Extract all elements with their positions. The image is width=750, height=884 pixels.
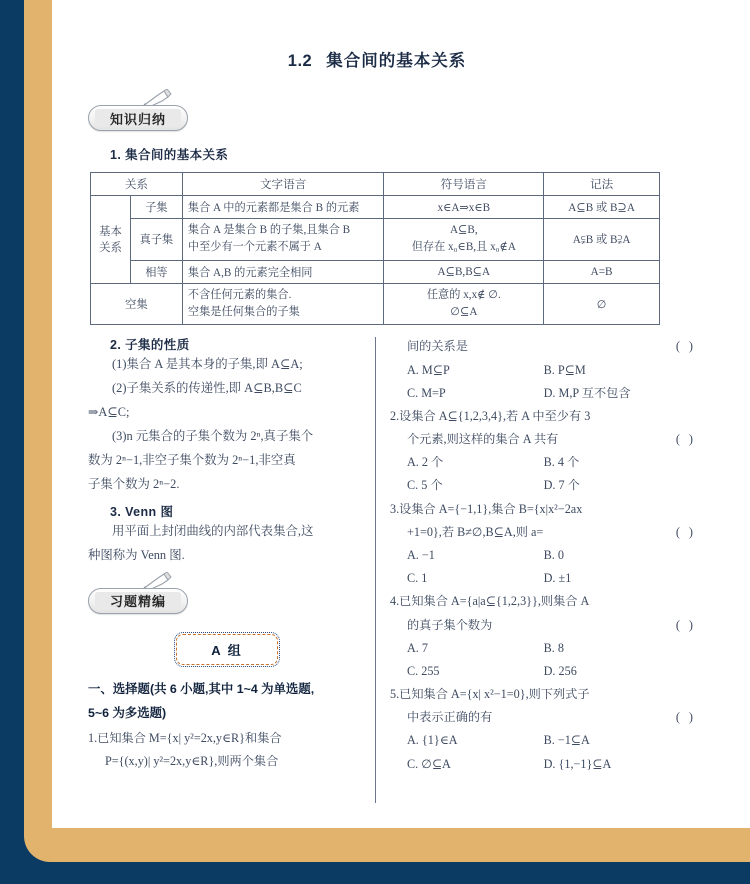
right-column bbox=[390, 335, 702, 775]
table-cell-notation-subset: A⊆B 或 B⊇A bbox=[544, 196, 660, 219]
group-a-box bbox=[176, 634, 278, 665]
table-row bbox=[91, 283, 660, 325]
question-3-number-stem bbox=[390, 498, 702, 521]
line-1: A⊆B, bbox=[449, 224, 478, 236]
property-item-3-line-1: (3)n 元集合的子集个数为 2ⁿ,真子集个 bbox=[112, 428, 314, 443]
question-2-option-b[interactable]: B. 4 个 bbox=[543, 455, 580, 470]
table-cell-name-equal: 相等 bbox=[130, 260, 182, 283]
property-item-1: (1)集合 A 是其本身的子集,即 A⊆A; bbox=[112, 357, 303, 372]
group-a-label: A 组 bbox=[211, 642, 243, 658]
question-3-option-a[interactable]: A. −1 bbox=[407, 547, 435, 562]
table-group-label bbox=[91, 196, 131, 284]
table-header-row bbox=[91, 173, 660, 196]
question-3-stem-line-2-text: +1=0},若 B≠∅,B⊆A,则 a= bbox=[407, 524, 544, 539]
property-item-2-line-1: (2)子集关系的传递性,即 A⊆B,B⊆C bbox=[112, 381, 302, 396]
table-row bbox=[91, 196, 660, 219]
question-1-options-row-1 bbox=[390, 359, 702, 382]
knowledge-badge bbox=[88, 105, 188, 131]
question-3-option-c[interactable]: C. 1 bbox=[407, 571, 428, 586]
question-1-option-d[interactable]: D. M,P 互不包含 bbox=[543, 385, 631, 400]
question-2-number-stem bbox=[390, 405, 702, 428]
question-1-number: 1. bbox=[88, 731, 98, 746]
question-2-stem-line-2 bbox=[390, 428, 702, 451]
question-3-option-b[interactable]: B. 0 bbox=[543, 547, 564, 562]
table-cell-text-equal: 集合 A,B 的元素完全相同 bbox=[182, 260, 384, 283]
question-2-stem-line-2-text: 个元素,则这样的集合 A 共有 bbox=[407, 432, 559, 447]
question-5-number-stem bbox=[390, 683, 702, 706]
exercise-badge bbox=[88, 588, 188, 614]
question-2-options-row-1 bbox=[390, 451, 702, 474]
venn-description-line-2: 种图称为 Venn 图. bbox=[88, 548, 185, 563]
question-1-option-c[interactable]: C. M=P bbox=[407, 385, 446, 400]
table-cell-notation-proper-subset: A⫋B 或 B⫌A bbox=[544, 219, 660, 261]
question-3-stem-line-2 bbox=[390, 521, 702, 544]
question-1-stem-line-3 bbox=[390, 335, 702, 358]
question-5-stem-line-2-text: 中表示正确的有 bbox=[407, 710, 493, 725]
question-2 bbox=[390, 405, 702, 451]
question-5-option-a[interactable]: A. {1}∈A bbox=[407, 733, 458, 748]
question-4 bbox=[390, 590, 702, 636]
question-1-options-row-2 bbox=[390, 382, 702, 405]
page-title-text: 集合间的基本关系 bbox=[326, 52, 467, 70]
question-1-answer-paren: ( ) bbox=[675, 339, 696, 354]
table-cell-symbol-equal: A⊆B,B⊆A bbox=[384, 260, 544, 283]
question-5-option-b[interactable]: B. −1⊆A bbox=[543, 733, 590, 748]
question-2-answer-paren: ( ) bbox=[675, 432, 696, 447]
table-header-symbol-language: 符号语言 bbox=[384, 173, 544, 196]
table-cell-text-subset: 集合 A 中的元素都是集合 B 的元素 bbox=[182, 196, 384, 219]
exercise-badge-label: 习题精编 bbox=[95, 592, 181, 610]
question-3-stem-line-1: 设集合 A={−1,1},集合 B={x|x²−2ax bbox=[399, 501, 583, 516]
question-5-option-d[interactable]: D. {1,−1}⊆A bbox=[543, 756, 612, 771]
table-cell-name-proper-subset: 真子集 bbox=[130, 219, 182, 261]
table-row bbox=[91, 219, 660, 261]
question-4-number-stem bbox=[390, 590, 702, 613]
question-5-stem-line-2 bbox=[390, 706, 702, 729]
line-1: 不含任何元素的集合. bbox=[187, 288, 292, 301]
knowledge-badge-label: 知识归纳 bbox=[95, 109, 181, 127]
question-4-option-a[interactable]: A. 7 bbox=[407, 640, 428, 655]
relations-table bbox=[90, 172, 660, 325]
table-cell-notation-equal: A=B bbox=[544, 260, 660, 283]
group-box-wrapper bbox=[88, 634, 406, 665]
question-1-stem-line-1: 已知集合 M={x| y²=2x,y∈R}和集合 bbox=[97, 731, 282, 746]
question-5 bbox=[390, 683, 702, 729]
question-3-options-row-1 bbox=[390, 544, 702, 567]
question-2-options-row-2 bbox=[390, 474, 702, 497]
table-cell-name-empty-set: 空集 bbox=[91, 283, 183, 325]
question-2-option-c[interactable]: C. 5 个 bbox=[407, 478, 443, 493]
table-cell-symbol-empty-set bbox=[384, 283, 544, 325]
table-cell-text-empty-set bbox=[182, 283, 384, 325]
table-row bbox=[91, 260, 660, 283]
table-cell-notation-empty-set: ∅ bbox=[544, 283, 660, 325]
table-cell-symbol-subset: x∈A⇒x∈B bbox=[384, 196, 544, 219]
question-2-option-a[interactable]: A. 2 个 bbox=[407, 455, 444, 470]
question-4-options-row-1 bbox=[390, 637, 702, 660]
line-2: 但存在 x₀∈B,且 x₀∉A bbox=[411, 241, 516, 254]
question-4-option-c[interactable]: C. 255 bbox=[407, 663, 440, 678]
page-title-number: 1.2 bbox=[287, 52, 313, 70]
section-heading-3: 3. Venn 图 bbox=[110, 505, 174, 520]
page-title bbox=[52, 0, 750, 71]
question-3-options-row-2 bbox=[390, 567, 702, 590]
question-4-options-row-2 bbox=[390, 660, 702, 683]
page-content bbox=[52, 0, 750, 828]
property-item-3-line-2: 数为 2ⁿ−1,非空子集个数为 2ⁿ−1,非空真 bbox=[88, 452, 296, 467]
table-header-relation: 关系 bbox=[91, 173, 183, 196]
table-cell-name-subset: 子集 bbox=[130, 196, 182, 219]
question-2-stem-line-1: 设集合 A⊆{1,2,3,4},若 A 中至少有 3 bbox=[399, 408, 591, 423]
question-4-stem-line-2-text: 的真子集个数为 bbox=[407, 617, 493, 632]
line-2: 中至少有一个元素不属于 A bbox=[187, 241, 322, 254]
question-2-number: 2. bbox=[390, 408, 400, 423]
question-3-option-d[interactable]: D. ±1 bbox=[543, 571, 572, 586]
question-3 bbox=[390, 498, 702, 544]
question-5-option-c[interactable]: C. ∅⊆A bbox=[407, 756, 451, 771]
question-1-stem-line-3-text: 间的关系是 bbox=[407, 339, 468, 354]
question-4-answer-paren: ( ) bbox=[675, 617, 696, 632]
exercise-header-line-1: 一、选择题(共 6 小题,其中 1~4 为单选题, bbox=[88, 681, 315, 696]
table-header-notation: 记法 bbox=[544, 173, 660, 196]
question-1-right-part bbox=[390, 335, 702, 358]
question-1-left-part bbox=[88, 727, 406, 773]
question-4-option-b[interactable]: B. 8 bbox=[543, 640, 564, 655]
left-column bbox=[88, 335, 406, 773]
line-2: ∅⊆A bbox=[450, 306, 478, 319]
question-4-option-d[interactable]: D. 256 bbox=[543, 663, 577, 678]
question-2-option-d[interactable]: D. 7 个 bbox=[543, 478, 580, 493]
question-4-stem-line-2 bbox=[390, 614, 702, 637]
question-1-option-a[interactable]: A. M⊆P bbox=[407, 362, 450, 377]
question-5-number: 5. bbox=[390, 687, 400, 702]
question-5-stem-line-1: 已知集合 A={x| x²−1=0},则下列式子 bbox=[399, 687, 590, 702]
line-1: 任意的 x,x∉ ∅. bbox=[426, 288, 501, 301]
two-column-body bbox=[52, 335, 750, 805]
exercise-header-line-2: 5~6 为多选题) bbox=[88, 706, 167, 721]
table-header-text-language: 文字语言 bbox=[182, 173, 384, 196]
question-5-options-row-2 bbox=[390, 753, 702, 776]
table-cell-symbol-proper-subset bbox=[384, 219, 544, 261]
question-1-option-b[interactable]: B. P⊆M bbox=[543, 362, 586, 377]
question-4-stem-line-1: 已知集合 A={a|a⊆{1,2,3}},则集合 A bbox=[399, 594, 590, 609]
line-2: 空集是任何集合的子集 bbox=[187, 306, 300, 319]
question-4-number: 4. bbox=[390, 594, 400, 609]
line-1: 集合 A 是集合 B 的子集,且集合 B bbox=[187, 224, 351, 236]
question-1-stem-line-2: P={(x,y)| y²=2x,y∈R},则两个集合 bbox=[105, 754, 279, 769]
table-group-label-text: 基本关系 bbox=[99, 226, 122, 255]
question-5-options-row-1 bbox=[390, 729, 702, 752]
table-cell-text-proper-subset bbox=[182, 219, 384, 261]
property-item-3-line-3: 子集个数为 2ⁿ−2. bbox=[88, 476, 180, 491]
property-item-2-line-2: ⇒A⊆C; bbox=[88, 405, 130, 420]
venn-description-line-1: 用平面上封闭曲线的内部代表集合,这 bbox=[112, 524, 314, 539]
question-1-number-stem bbox=[88, 727, 406, 750]
question-3-answer-paren: ( ) bbox=[675, 524, 696, 539]
section-heading-2: 2. 子集的性质 bbox=[110, 338, 190, 353]
question-3-number: 3. bbox=[390, 501, 400, 516]
question-5-answer-paren: ( ) bbox=[675, 710, 696, 725]
section-heading-1: 1. 集合间的基本关系 bbox=[110, 148, 229, 162]
